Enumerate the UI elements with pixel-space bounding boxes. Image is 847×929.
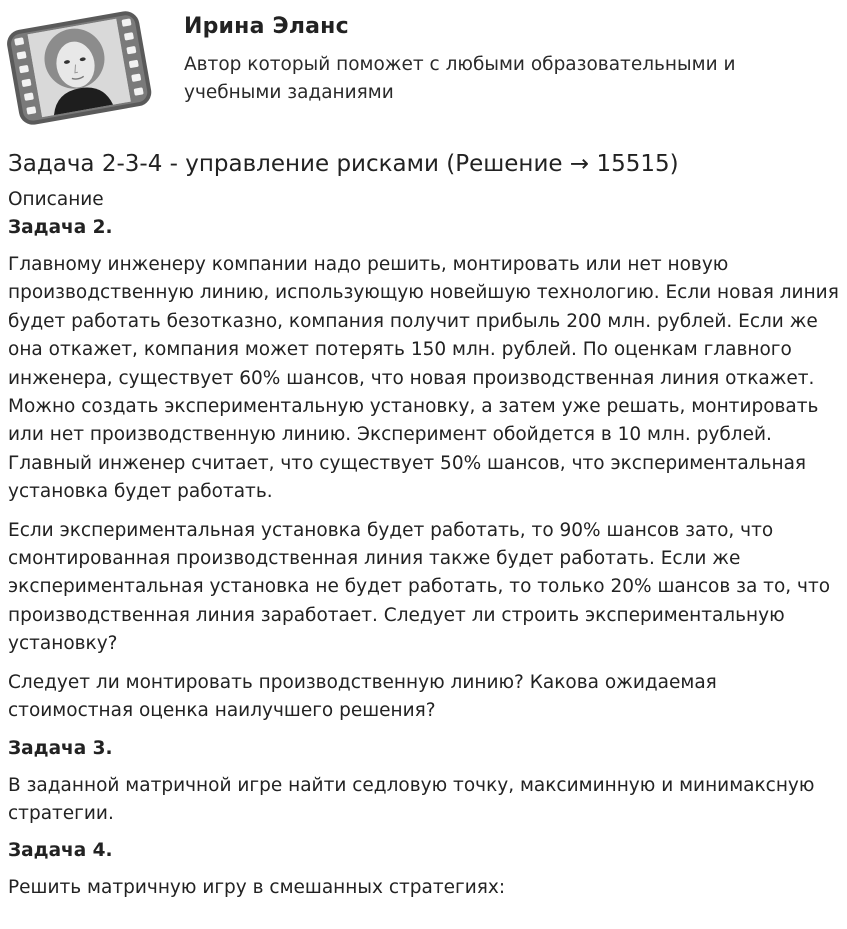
- task-content: [8, 148, 840, 903]
- author-description: Автор который поможет с любыми образовательными и учебными заданиями: [184, 54, 736, 103]
- avatar-frame-icon: [6, 6, 152, 128]
- author-header: [0, 0, 847, 135]
- author-name[interactable]: Ирина Эланс: [184, 14, 349, 39]
- task-2-paragraph: Главному инженеру компании надо решить, монтировать или нет новую производственную линию, использующую новейшую технологию. Если новая линия будет работать безотказно, компания получит прибыль 200 млн. рублей. Если же она откажет, компания может потерять 150 млн. рублей. По оценкам главного инженера, существует 60% шансов, что новая производственная линия откажет. Можно создать экспериментальную установку, а затем уже решать, монтировать или нет производственную линию. Эксперимент обойдется в 10 млн. рублей. Главный инженер считает, что существует 50% шансов, что экспериментальная установка будет работать.: [8, 254, 839, 503]
- task-2-heading: Задача 2.: [8, 217, 113, 238]
- task-2-paragraph: Если экспериментальная установка будет работать, то 90% шансов зато, что смонтированная производственная линия также будет работать. Если же экспериментальная установка не будет работать, то только 20% шансов за то, что производственная линия заработает. Следует ли строить экспериментальную установку?: [8, 519, 831, 655]
- task-4-paragraph: Решить матричную игру в смешанных стратегиях:: [8, 877, 506, 899]
- task-3-heading: Задача 3.: [8, 737, 113, 759]
- task-4-heading: Задача 4.: [8, 840, 113, 862]
- description-label: Описание: [8, 189, 104, 210]
- page-title: Задача 2-3-4 - управление рисками (Решение → 15515): [8, 151, 679, 177]
- author-avatar[interactable]: [6, 6, 152, 128]
- task-3-paragraph: В заданной матричной игре найти седловую точку, максиминную и минимаксную стратегии.: [8, 774, 815, 824]
- task-2-paragraph: Следует ли монтировать производственную линию? Какова ожидаемая стоимостная оценка наилучшего решения?: [8, 671, 717, 722]
